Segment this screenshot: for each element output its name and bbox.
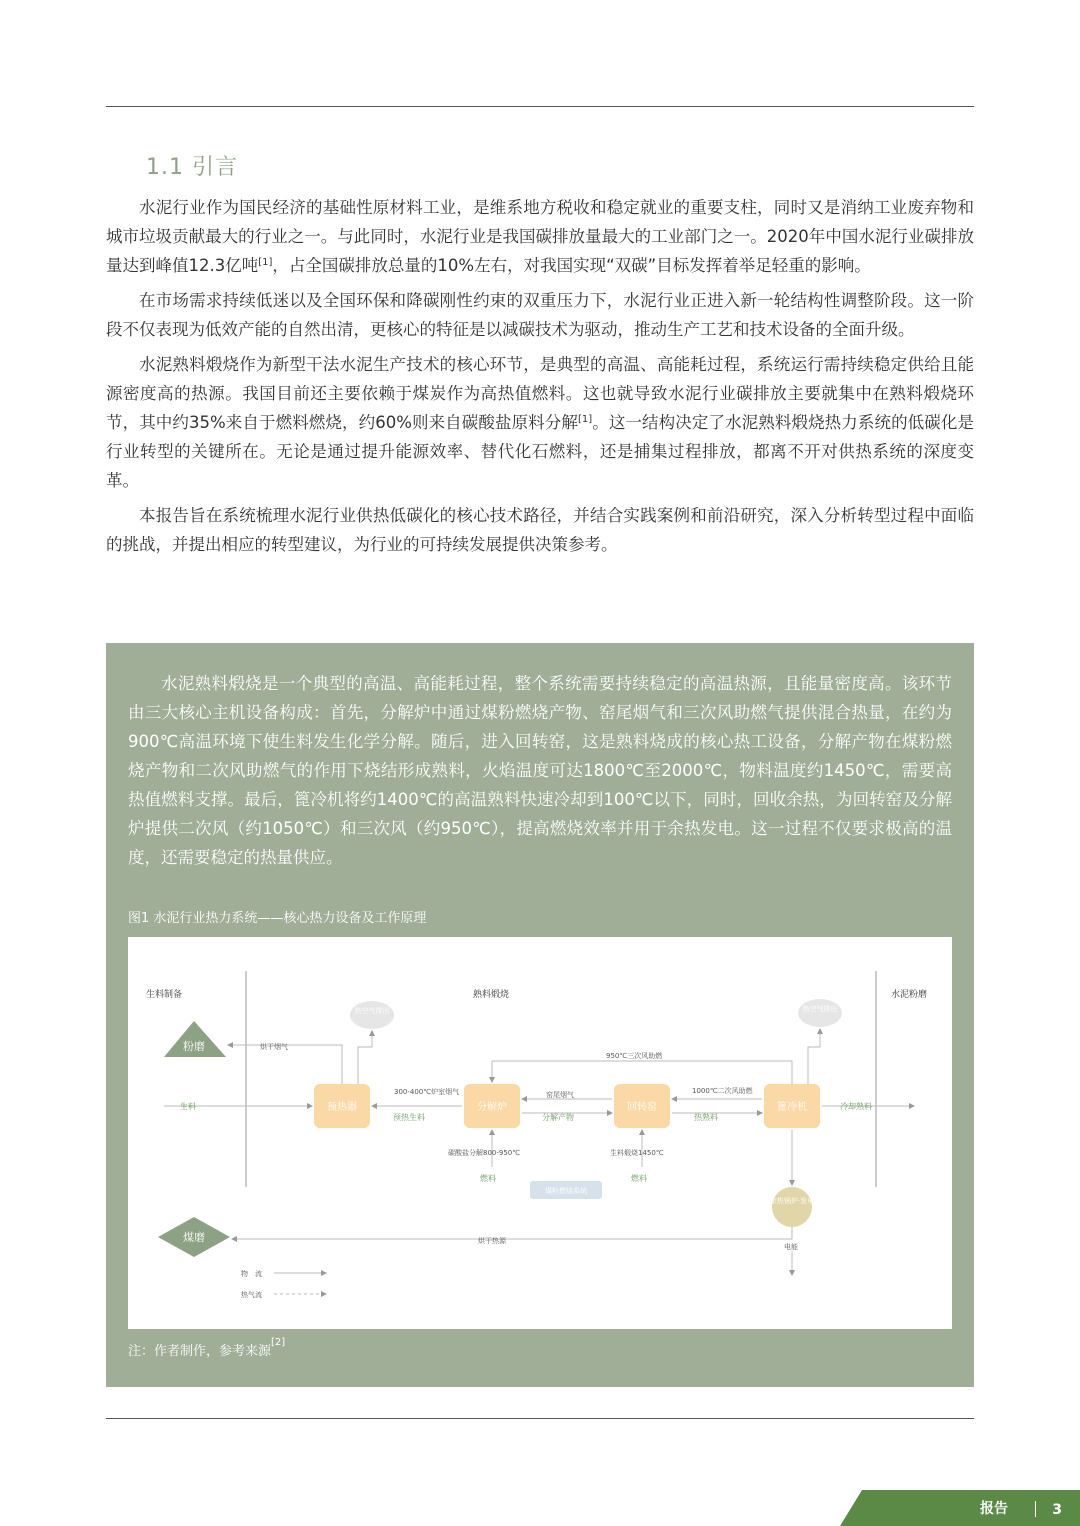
svg-text:回转窑: 回转窑 — [627, 1102, 657, 1113]
footer-label: 报告 — [980, 1501, 1008, 1517]
zone-label-left: 生料制备 — [146, 990, 183, 1000]
intro-text — [106, 193, 974, 565]
citation-ref[interactable]: [1] — [577, 414, 593, 425]
figure-note: 注：作者制作，参考来源[2] — [128, 1337, 286, 1359]
highlight-box — [106, 643, 974, 1387]
svg-text:300-400℃炉室烟气: 300-400℃炉室烟气 — [394, 1088, 460, 1096]
svg-text:预热器: 预热器 — [327, 1102, 357, 1113]
footer-band — [840, 1490, 1080, 1526]
svg-text:热空气排出: 热空气排出 — [354, 1007, 390, 1015]
citation-ref[interactable]: [1] — [258, 257, 273, 268]
svg-text:生料: 生料 — [180, 1102, 196, 1111]
svg-text:篦冷机: 篦冷机 — [777, 1102, 807, 1113]
figure-caption: 图1 水泥行业热力系统——核心热力设备及工作原理 — [128, 911, 427, 926]
paragraph-2: 在市场需求持续低迷以及全国环保和降碳刚性约束的双重压力下，水泥行业正进入新一轮结构性调整阶段。这一阶段不仅表现为低效产能的自然出清，更核心的特征是以减碳技术为驱动，推动生产工艺和技术设备的全面升级。 — [106, 291, 974, 339]
paragraph-4: 本报告旨在系统梳理水泥行业供热低碳化的核心技术路径，并结合实践案例和前沿研究，深入分析转型过程中面临的挑战，并提出相应的转型建议，为行业的可持续发展提供决策参考。 — [106, 506, 974, 554]
svg-text:1000℃二次风助燃: 1000℃二次风助燃 — [692, 1087, 753, 1095]
section-heading: 1.1 引言 — [146, 155, 238, 180]
legend-heat-label: 热气流 — [241, 1291, 262, 1299]
mill-node — [164, 1021, 226, 1057]
svg-text:煤磨: 煤磨 — [183, 1231, 205, 1244]
svg-text:碳酸盐分解800-950℃: 碳酸盐分解800-950℃ — [448, 1149, 521, 1157]
svg-text:粉磨: 粉磨 — [183, 1040, 205, 1053]
box-text: 水泥熟料煅烧是一个典型的高温、高能耗过程，整个系统需要持续稳定的高温热源，且能量密度高。该环节由三大核心主机设备构成：首先，分解炉中通过煤粉燃烧产物、窑尾烟气和三次风助燃气提供混合热量，在约为900℃高温环境下使生料发生化学分解。随后，进入回转窑，这是熟料烧成的核心热工设备，分解产物在煤粉燃烧产物和二次风助燃气的作用下烧结形成熟料，火焰温度可达1800℃至2000℃，物料温度约1450℃，需要高热值燃料支撑。最后，篦冷机将约1400℃的高温熟料快速冷却到100℃以下，同时，回收余热，为回转窑及分解炉提供二次风（约1050℃）和三次风（约950℃），提高燃烧效率并用于余热发电。这一过程不仅要求极高的温度，还需要稳定的热量供应。 — [128, 674, 952, 867]
svg-text:冷却熟料: 冷却熟料 — [840, 1102, 872, 1111]
legend-material-label: 物 流 — [241, 1270, 262, 1278]
coal-mill-node — [158, 1217, 230, 1257]
exhaust-left-arrow — [358, 1031, 372, 1084]
top-rule — [106, 106, 974, 107]
zone-label-right: 水泥粉磨 — [891, 990, 928, 1000]
svg-text:分解产物: 分解产物 — [542, 1113, 574, 1122]
svg-text:热熟料: 热熟料 — [694, 1113, 718, 1122]
svg-text:烘干烟气: 烘干烟气 — [260, 1043, 288, 1051]
process-diagram — [128, 937, 952, 1329]
zone-label-middle: 熟料煅烧 — [473, 990, 510, 1000]
svg-text:窑尾烟气: 窑尾烟气 — [546, 1091, 574, 1099]
svg-text:预热生料: 预热生料 — [393, 1113, 425, 1122]
svg-text:热空气排出: 热空气排出 — [802, 1005, 838, 1013]
paragraph-3: 水泥熟料煅烧作为新型干法水泥生产技术的核心环节，是典型的高温、高能耗过程，系统运行需持续稳定供给且能源密度高的热源。我国目前还主要依赖于煤炭作为高热值燃料。这也就导致水泥行业碳排放主要就集中在熟料煅烧环节，其中约35%来自于燃料燃烧，约60%则来自碳酸盐原料分解[1]。这一结构决定了水泥熟料煅烧热力系统的低碳化是行业转型的关键所在。无论是通过提升能源效率、替代化石燃料，还是捕集过程排放，都离不开对供热系统的深度变革。 — [106, 355, 974, 490]
note-citation[interactable]: [2] — [271, 1337, 286, 1348]
svg-text:煤粉燃烧系统: 煤粉燃烧系统 — [545, 1187, 587, 1195]
page-number: 3 — [1052, 1502, 1062, 1518]
svg-text:生料煅烧1450℃: 生料煅烧1450℃ — [610, 1149, 664, 1157]
bottom-rule — [106, 1418, 974, 1419]
svg-text:燃料: 燃料 — [631, 1174, 647, 1183]
preheater-node — [314, 1084, 370, 1128]
svg-text:烘干热源: 烘干热源 — [478, 1237, 506, 1245]
exhaust-cloud-left — [350, 1001, 394, 1029]
waste-heat-node — [770, 1187, 814, 1227]
footer-separator — [1035, 1501, 1036, 1517]
svg-text:电能: 电能 — [784, 1243, 798, 1251]
svg-text:950℃三次风助燃: 950℃三次风助燃 — [606, 1052, 663, 1060]
paragraph-1: 水泥行业作为国民经济的基础性原材料工业，是维系地方税收和稳定就业的重要支柱，同时又是消纳工业废弃物和城市垃圾贡献最大的行业之一。与此同时，水泥行业是我国碳排放量最大的工业部门之一。2020年中国水泥行业碳排放量达到峰值12.3亿吨[1]，占全国碳排放总量的10%左右，对我国实现“双碳”目标发挥着举足轻重的影响。 — [106, 198, 974, 275]
svg-text:分解炉: 分解炉 — [477, 1102, 507, 1113]
cooler-node — [764, 1084, 820, 1128]
calciner-node — [464, 1084, 520, 1128]
kiln-node — [614, 1084, 670, 1128]
burner-node — [530, 1181, 602, 1199]
exhaust-cloud-right — [798, 999, 842, 1027]
svg-text:燃料: 燃料 — [480, 1174, 496, 1183]
tertiary-air-arrow — [492, 1061, 792, 1084]
drying-heat-arrow — [232, 1227, 792, 1239]
svg-text:余热锅炉·发电: 余热锅炉·发电 — [769, 1197, 815, 1205]
exhaust-right-arrow — [808, 1029, 820, 1084]
